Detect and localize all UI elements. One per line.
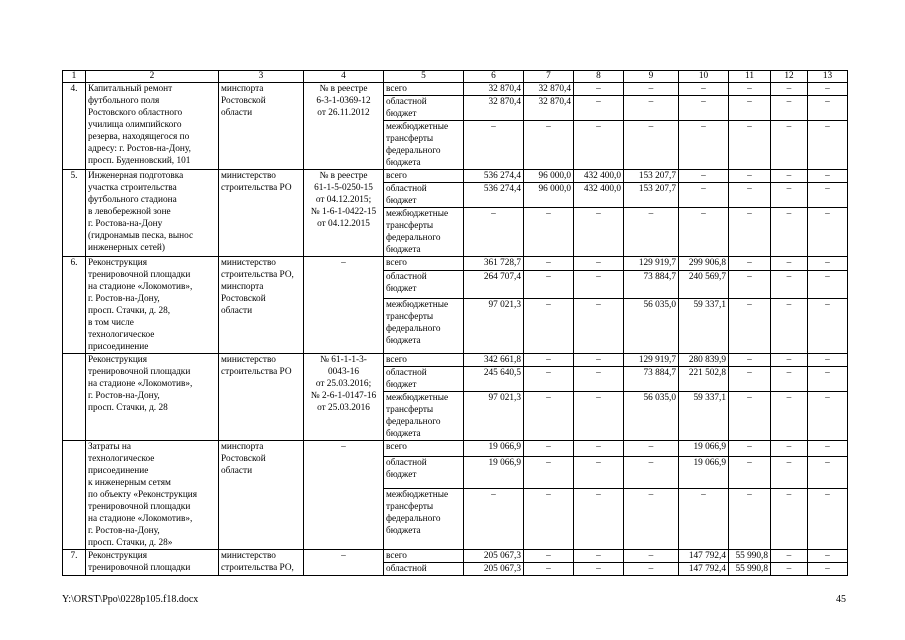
amount-cell: 32 870,4 <box>464 83 524 96</box>
amount-cell: – <box>729 441 771 457</box>
amount-cell: – <box>771 257 808 271</box>
funding-source-text: межбюджетные трансферты федерального бюджета <box>386 393 449 439</box>
row-number <box>63 354 86 441</box>
page-number: 45 <box>836 594 846 605</box>
amount-cell: – <box>464 488 524 549</box>
amount-cell: 19 066,9 <box>679 457 729 488</box>
amount-cell: – <box>574 550 624 563</box>
amount-cell: – <box>524 488 574 549</box>
funding-source-text: областной бюджет <box>386 272 427 295</box>
amount-cell: – <box>524 271 574 299</box>
amount-cell: – <box>679 96 729 121</box>
amount-cell: – <box>464 121 524 170</box>
object-name <box>86 354 219 441</box>
amount-cell: – <box>729 170 771 183</box>
funding-source-text: областной бюджет <box>386 458 427 481</box>
amount-cell: – <box>524 550 574 563</box>
amount-cell: – <box>729 183 771 208</box>
amount-cell: – <box>771 183 808 208</box>
amount-cell: – <box>679 121 729 170</box>
amount-cell: – <box>808 257 848 271</box>
registry-number-text: № в реестре 61-1-5-0250-15 от 04.12.2015; № 1-6-1-0422-15 от 04.12.2015 <box>310 171 377 229</box>
table-body <box>63 71 848 576</box>
customer-name-text: министерство строительства РО, минспорта Ростовской области <box>221 258 294 316</box>
funding-source-text: областной бюджет <box>386 97 427 119</box>
amount-cell: 32 870,4 <box>464 96 524 121</box>
amount-cell: – <box>771 121 808 170</box>
col-header: 6 <box>464 71 524 83</box>
amount-cell: – <box>624 441 679 457</box>
registry-number <box>304 170 384 257</box>
amount-cell: – <box>679 183 729 208</box>
amount-cell: 19 066,9 <box>679 441 729 457</box>
customer-name-text: министерство строительства РО <box>221 171 292 193</box>
amount-cell: – <box>808 208 848 257</box>
registry-number <box>304 257 384 354</box>
amount-cell: – <box>729 299 771 354</box>
funding-source <box>384 354 464 367</box>
amount-cell: 97 021,3 <box>464 392 524 441</box>
col-header: 9 <box>624 71 679 83</box>
amount-cell: – <box>624 96 679 121</box>
amount-cell: 55 990,8 <box>729 563 771 576</box>
funding-source-text: всего <box>386 171 407 181</box>
amount-cell: 245 640,5 <box>464 367 524 392</box>
amount-cell: – <box>524 392 574 441</box>
amount-cell: – <box>729 457 771 488</box>
amount-cell: – <box>574 441 624 457</box>
amount-cell: – <box>771 96 808 121</box>
object-name-text: Инженерная подготовка участка строительства футбольного стадиона в левобережной зоне г. Ростова-на-Дону (гидронамыв песка, вынос инженерных сетей) <box>88 171 194 253</box>
col-header: 3 <box>219 71 304 83</box>
file-path: Y:\ORST\Ppo\0228p105.f18.docx <box>62 594 199 605</box>
amount-cell: – <box>574 121 624 170</box>
col-header: 7 <box>524 71 574 83</box>
funding-source <box>384 441 464 457</box>
amount-cell: – <box>771 354 808 367</box>
amount-cell: – <box>729 83 771 96</box>
amount-cell: – <box>808 170 848 183</box>
amount-cell: – <box>624 83 679 96</box>
amount-cell: – <box>624 550 679 563</box>
object-name-text: Реконструкция тренировочной площадки на стадионе «Локомотив», г. Ростов-на-Дону, просп. Стачки, д. 28, в том числе технологическое присоединение <box>88 258 193 352</box>
amount-cell: – <box>771 563 808 576</box>
amount-cell: 205 067,3 <box>464 563 524 576</box>
amount-cell: – <box>574 96 624 121</box>
table-row <box>63 170 848 183</box>
amount-cell: – <box>771 488 808 549</box>
table-row <box>63 354 848 367</box>
registry-number-text: № в реестре 6-3-1-0369-12 от 26.11.2012 <box>316 84 371 118</box>
table-row <box>63 550 848 563</box>
col-header: 8 <box>574 71 624 83</box>
amount-cell: – <box>808 299 848 354</box>
amount-cell: 147 792,4 <box>679 550 729 563</box>
amount-cell: – <box>808 563 848 576</box>
funding-source-text: межбюджетные трансферты федерального бюджета <box>386 209 449 255</box>
amount-cell: 299 906,8 <box>679 257 729 271</box>
amount-cell: 280 839,9 <box>679 354 729 367</box>
amount-cell: – <box>524 354 574 367</box>
amount-cell: 153 207,7 <box>624 170 679 183</box>
amount-cell: – <box>574 367 624 392</box>
document-sheet <box>62 70 847 576</box>
funding-source-text: межбюджетные трансферты федерального бюджета <box>386 489 449 536</box>
registry-number-text: – <box>341 442 346 452</box>
amount-cell: – <box>729 121 771 170</box>
funding-source-text: областной бюджет <box>386 184 427 206</box>
amount-cell: 432 400,0 <box>574 183 624 208</box>
amount-cell: – <box>464 208 524 257</box>
amount-cell: – <box>808 271 848 299</box>
registry-number <box>304 83 384 170</box>
amount-cell: – <box>729 96 771 121</box>
registry-number <box>304 550 384 576</box>
registry-number-text: – <box>341 258 346 268</box>
customer-name <box>219 550 304 576</box>
amount-cell: – <box>729 392 771 441</box>
amount-cell: 264 707,4 <box>464 271 524 299</box>
object-name-text: Реконструкция тренировочной площадки на стадионе «Локомотив», г. Ростов-на-Дону, просп. Стачки, д. 28 <box>88 355 193 413</box>
amount-cell: – <box>524 208 574 257</box>
amount-cell: 361 728,7 <box>464 257 524 271</box>
col-header: 5 <box>384 71 464 83</box>
amount-cell: 221 502,8 <box>679 367 729 392</box>
funding-source <box>384 257 464 271</box>
funding-source-text: всего <box>386 84 407 94</box>
amount-cell: – <box>808 83 848 96</box>
funding-source-text: межбюджетные трансферты федерального бюджета <box>386 122 449 168</box>
amount-cell: – <box>808 441 848 457</box>
customer-name-text: министерство строительства РО <box>221 355 292 377</box>
funding-source-text: всего <box>386 442 407 452</box>
funding-source <box>384 550 464 563</box>
funding-source-text: всего <box>386 551 407 561</box>
object-name-text: Затраты на технологическое присоединение к инженерным сетям по объекту «Реконструкция тренировочной площадки на стадионе «Локомотив», г. Ростов-на-Дону, просп. Стачки, д. 28» <box>88 442 198 548</box>
amount-cell: – <box>808 550 848 563</box>
amount-cell: 32 870,4 <box>524 83 574 96</box>
amount-cell: 147 792,4 <box>679 563 729 576</box>
amount-cell: – <box>729 208 771 257</box>
col-header: 4 <box>304 71 384 83</box>
row-number-text: 4. <box>70 84 78 94</box>
col-header: 1 <box>63 71 86 83</box>
row-number-text: 5. <box>70 171 78 181</box>
amount-cell: – <box>771 271 808 299</box>
funding-source-text: областной <box>386 564 427 574</box>
object-name <box>86 441 219 550</box>
amount-cell: – <box>808 392 848 441</box>
table-row <box>63 83 848 96</box>
customer-name <box>219 170 304 257</box>
amount-cell: 55 990,8 <box>729 550 771 563</box>
amount-cell: – <box>808 488 848 549</box>
amount-cell: – <box>771 392 808 441</box>
row-number <box>63 550 86 576</box>
amount-cell: – <box>729 367 771 392</box>
funding-source <box>384 170 464 183</box>
funding-source <box>384 121 464 170</box>
funding-source-text: всего <box>386 258 407 268</box>
object-name <box>86 257 219 354</box>
amount-cell: – <box>729 488 771 549</box>
customer-name <box>219 83 304 170</box>
amount-cell: – <box>679 83 729 96</box>
customer-name-text: минспорта Ростовской области <box>221 442 266 476</box>
funding-source <box>384 457 464 488</box>
amount-cell: – <box>574 299 624 354</box>
amount-cell: – <box>679 208 729 257</box>
amount-cell: – <box>771 550 808 563</box>
table-row <box>63 257 848 271</box>
amount-cell: 32 870,4 <box>524 96 574 121</box>
customer-name <box>219 441 304 550</box>
customer-name <box>219 354 304 441</box>
amount-cell: – <box>771 83 808 96</box>
amount-cell: 96 000,0 <box>524 170 574 183</box>
amount-cell: – <box>624 563 679 576</box>
object-name <box>86 83 219 170</box>
customer-name-text: минспорта Ростовской области <box>221 84 266 118</box>
amount-cell: – <box>574 457 624 488</box>
amount-cell: – <box>679 488 729 549</box>
amount-cell: – <box>524 299 574 354</box>
amount-cell: 56 035,0 <box>624 392 679 441</box>
amount-cell: 73 884,7 <box>624 367 679 392</box>
row-number <box>63 441 86 550</box>
funding-source <box>384 96 464 121</box>
amount-cell: 129 919,7 <box>624 354 679 367</box>
amount-cell: 56 035,0 <box>624 299 679 354</box>
amount-cell: – <box>771 208 808 257</box>
table-row <box>63 441 848 457</box>
funding-source <box>384 563 464 576</box>
amount-cell: – <box>574 83 624 96</box>
amount-cell: 59 337,1 <box>679 392 729 441</box>
amount-cell: – <box>729 271 771 299</box>
amount-cell: – <box>624 457 679 488</box>
amount-cell: 59 337,1 <box>679 299 729 354</box>
amount-cell: – <box>808 457 848 488</box>
amount-cell: – <box>574 354 624 367</box>
col-header: 13 <box>808 71 848 83</box>
amount-cell: – <box>808 367 848 392</box>
amount-cell: – <box>624 208 679 257</box>
funding-source <box>384 271 464 299</box>
row-number-text: 6. <box>70 258 78 268</box>
customer-name-text: министерство строительства РО, <box>221 551 294 573</box>
amount-cell: – <box>808 183 848 208</box>
col-header: 11 <box>729 71 771 83</box>
amount-cell: – <box>771 441 808 457</box>
column-number-row <box>63 71 848 83</box>
amount-cell: 19 066,9 <box>464 441 524 457</box>
registry-number-text: – <box>341 551 346 561</box>
amount-cell: 240 569,7 <box>679 271 729 299</box>
row-number <box>63 83 86 170</box>
amount-cell: – <box>574 257 624 271</box>
amount-cell: 536 274,4 <box>464 170 524 183</box>
amount-cell: – <box>524 257 574 271</box>
amount-cell: – <box>574 563 624 576</box>
amount-cell: 73 884,7 <box>624 271 679 299</box>
funding-source-text: областной бюджет <box>386 368 427 390</box>
amount-cell: – <box>574 208 624 257</box>
funding-source <box>384 208 464 257</box>
amount-cell: 342 661,8 <box>464 354 524 367</box>
amount-cell: – <box>808 96 848 121</box>
amount-cell: – <box>574 488 624 549</box>
amount-cell: – <box>524 563 574 576</box>
amount-cell: – <box>729 257 771 271</box>
registry-number <box>304 354 384 441</box>
row-number <box>63 257 86 354</box>
row-number <box>63 170 86 257</box>
amount-cell: – <box>771 299 808 354</box>
amount-cell: 536 274,4 <box>464 183 524 208</box>
budget-table <box>62 70 848 576</box>
amount-cell: – <box>679 170 729 183</box>
funding-source-text: межбюджетные трансферты федерального бюджета <box>386 300 449 347</box>
amount-cell: 129 919,7 <box>624 257 679 271</box>
amount-cell: – <box>574 271 624 299</box>
amount-cell: – <box>524 367 574 392</box>
funding-source <box>384 488 464 549</box>
amount-cell: – <box>624 488 679 549</box>
amount-cell: – <box>808 121 848 170</box>
object-name <box>86 550 219 576</box>
amount-cell: – <box>771 170 808 183</box>
funding-source <box>384 367 464 392</box>
object-name <box>86 170 219 257</box>
amount-cell: – <box>624 121 679 170</box>
col-header: 10 <box>679 71 729 83</box>
object-name-text: Капитальный ремонт футбольного поля Ростовского областного училища олимпийского резерва, находящегося по адресу: г. Ростов-на-Дону, просп. Буденновский, 101 <box>88 84 191 166</box>
registry-number-text: № 61-1-1-3- 0043-16 от 25.03.2016; № 2-6-1-0147-16 от 25.03.2016 <box>310 355 377 413</box>
amount-cell: 205 067,3 <box>464 550 524 563</box>
amount-cell: – <box>574 392 624 441</box>
funding-source <box>384 299 464 354</box>
amount-cell: – <box>771 457 808 488</box>
col-header: 2 <box>86 71 219 83</box>
customer-name <box>219 257 304 354</box>
amount-cell: 96 000,0 <box>524 183 574 208</box>
amount-cell: 97 021,3 <box>464 299 524 354</box>
funding-source <box>384 183 464 208</box>
funding-source <box>384 83 464 96</box>
funding-source <box>384 392 464 441</box>
amount-cell: 19 066,9 <box>464 457 524 488</box>
funding-source-text: всего <box>386 355 407 365</box>
amount-cell: – <box>771 367 808 392</box>
amount-cell: 153 207,7 <box>624 183 679 208</box>
amount-cell: – <box>524 121 574 170</box>
amount-cell: – <box>524 457 574 488</box>
amount-cell: – <box>808 354 848 367</box>
col-header: 12 <box>771 71 808 83</box>
registry-number <box>304 441 384 550</box>
amount-cell: – <box>729 354 771 367</box>
amount-cell: 432 400,0 <box>574 170 624 183</box>
row-number-text: 7. <box>70 551 78 561</box>
amount-cell: – <box>524 441 574 457</box>
object-name-text: Реконструкция тренировочной площадки <box>88 551 191 573</box>
